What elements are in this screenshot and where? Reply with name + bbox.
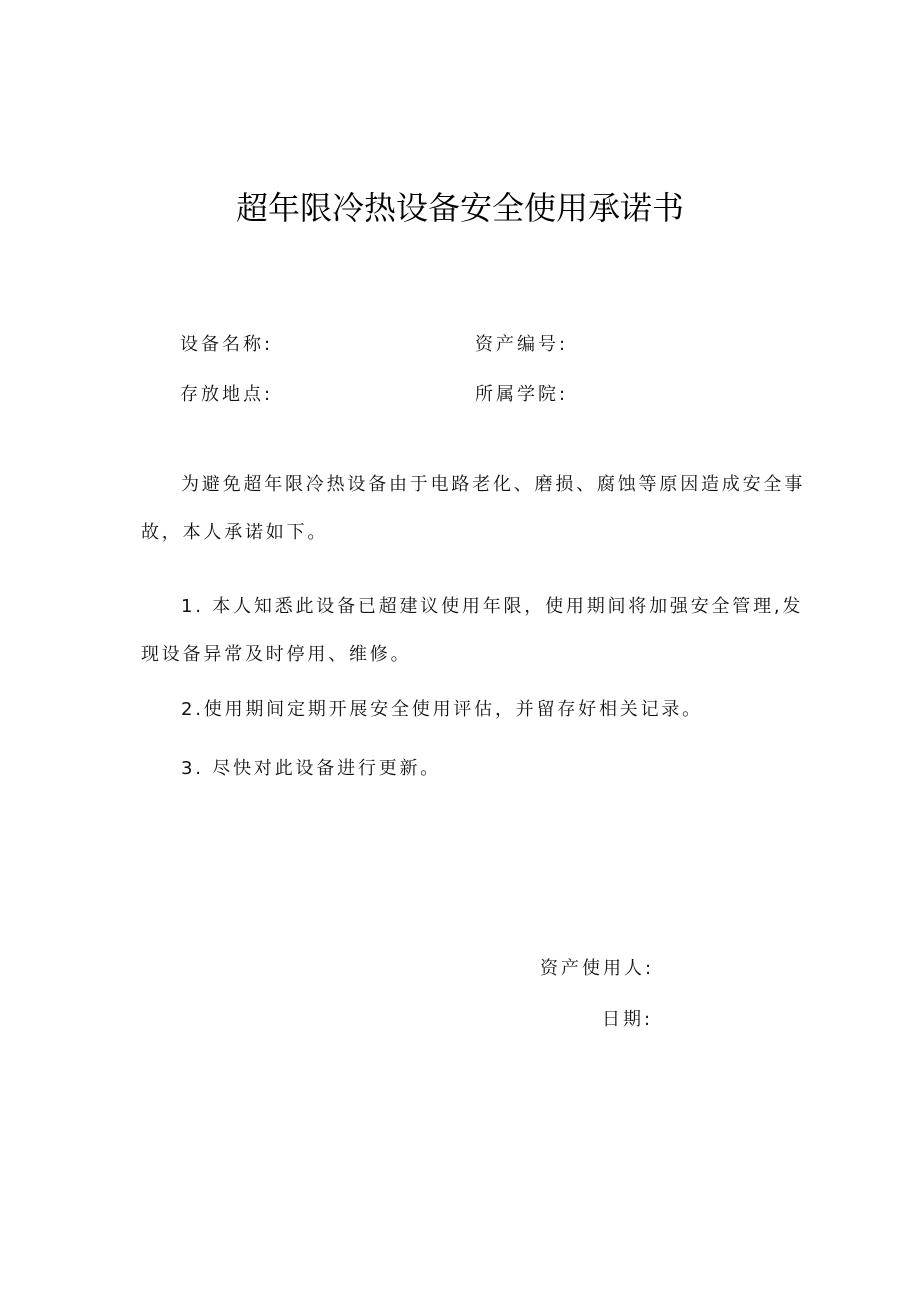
- asset-number-label: 资产编号:: [475, 334, 569, 355]
- commitment-item-1-line-2: 现设备异常及时停用、维修。: [141, 644, 412, 665]
- document-title: 超年限冷热设备安全使用承诺书: [235, 189, 684, 227]
- college-label: 所属学院:: [475, 384, 569, 405]
- commitment-item-2: 2.使用期间定期开展安全使用评估，并留存好相关记录。: [181, 699, 703, 720]
- date-label: 日期:: [602, 1009, 654, 1030]
- storage-location-label: 存放地点:: [180, 384, 274, 405]
- asset-user-signature-label: 资产使用人:: [540, 958, 655, 979]
- commitment-item-1-line-1: 1. 本人知悉此设备已超建议使用年限，使用期间将加强安全管理,发: [181, 596, 804, 617]
- equipment-name-label: 设备名称:: [180, 334, 274, 355]
- intro-paragraph-line-1: 为避免超年限冷热设备由于电路老化、磨损、腐蚀等原因造成安全事: [181, 474, 805, 495]
- commitment-item-3: 3. 尽快对此设备进行更新。: [181, 758, 442, 779]
- intro-paragraph-line-2: 故，本人承诺如下。: [141, 522, 329, 543]
